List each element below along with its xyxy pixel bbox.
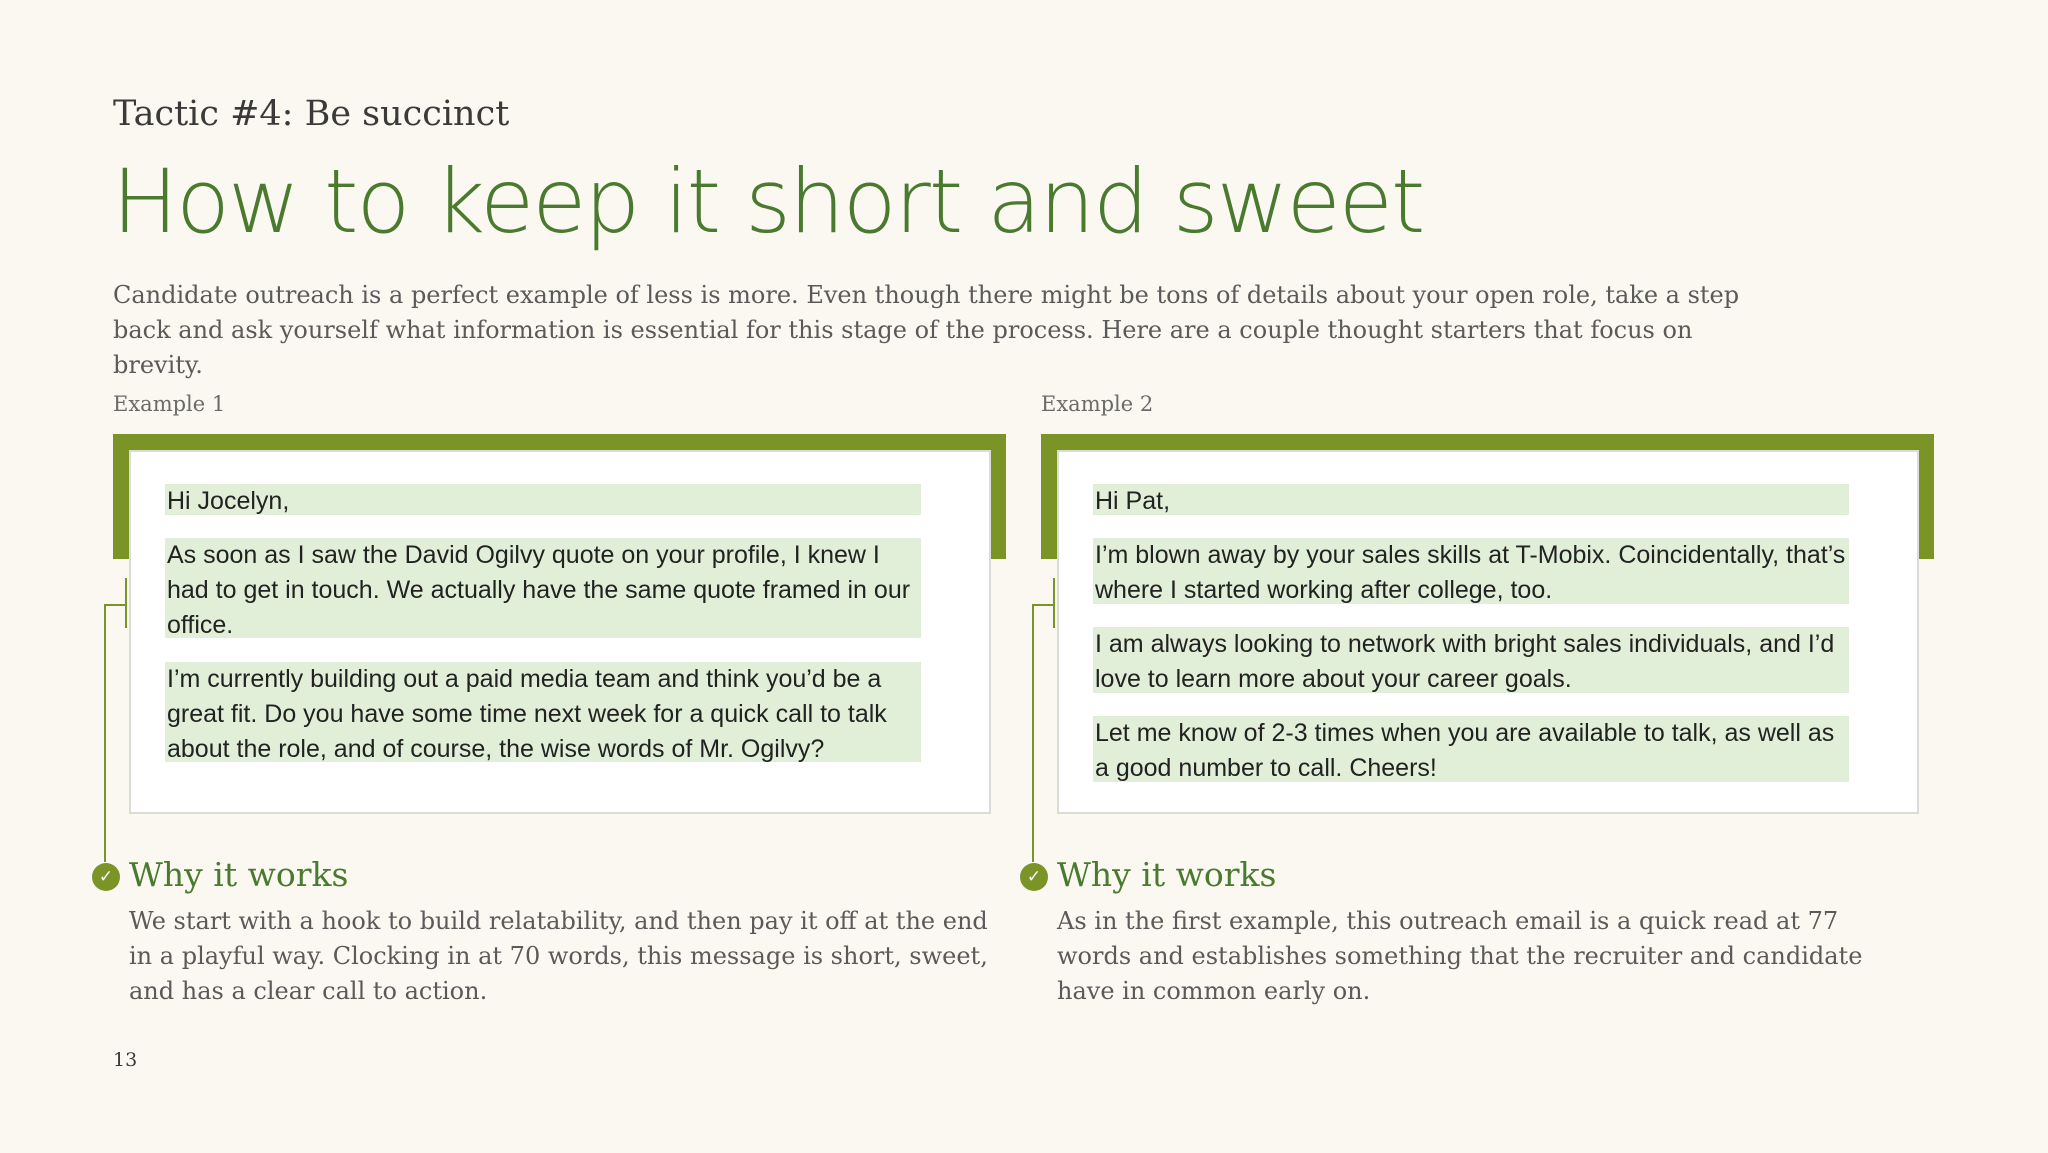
example-2-label: Example 2: [1041, 392, 1154, 416]
email-2-paragraph-1: I’m blown away by your sales skills at T-Mobix. Coincidentally, that’s where I started working after college, too.: [1093, 538, 1849, 604]
example-1-connector-vertical: [104, 604, 106, 862]
intro-paragraph: Candidate outreach is a perfect example of less is more. Even though there might be tons of details about your open role, take a step back and ask yourself what information is essential for this stage of the process. Here are a couple thought starters that focus on brevity.: [113, 281, 1740, 379]
example-1-label: Example 1: [113, 392, 226, 416]
example-1-why-title: Why it works: [129, 855, 349, 894]
email-2-greeting: Hi Pat,: [1093, 484, 1849, 515]
email-1-paragraph-1: As soon as I saw the David Ogilvy quote on your profile, I knew I had to get in touch. We actually have the same quote framed in our office.: [165, 538, 921, 638]
example-2-email-card: [1057, 450, 1919, 814]
checkmark-icon: ✓: [1020, 863, 1048, 891]
example-1-email-card: [129, 450, 991, 814]
example-2-accent-tab: [1053, 578, 1055, 628]
example-2-why-body: As in the first example, this outreach email is a quick read at 77 words and establishes something that the recruiter and candidate have in common early on.: [1057, 907, 1863, 1005]
example-2-connector-horizontal: [1032, 604, 1054, 606]
example-1-accent-tab: [125, 578, 127, 628]
email-2-paragraph-3: Let me know of 2-3 times when you are available to talk, as well as a good number to call. Cheers!: [1093, 716, 1849, 782]
email-2-paragraph-2: I am always looking to network with bright sales individuals, and I’d love to learn more about your career goals.: [1093, 627, 1849, 693]
example-1-connector-horizontal: [104, 604, 126, 606]
example-1-why-body: We start with a hook to build relatability, and then pay it off at the end in a playful way. Clocking in at 70 words, this message is short, sweet, and has a clear call to action.: [129, 907, 988, 1005]
example-2-connector-vertical: [1032, 604, 1034, 862]
tactic-subtitle: Tactic #4: Be succinct: [113, 94, 510, 134]
email-1-paragraph-2: I’m currently building out a paid media team and think you’d be a great fit. Do you have some time next week for a quick call to talk about the role, and of course, the wise words of Mr. Ogilvy?: [165, 662, 921, 762]
page-title: How to keep it short and sweet: [112, 150, 1424, 253]
email-1-greeting: Hi Jocelyn,: [165, 484, 921, 515]
example-2-why-title: Why it works: [1057, 855, 1277, 894]
checkmark-icon: ✓: [92, 863, 120, 891]
page-number: 13: [113, 1049, 138, 1071]
